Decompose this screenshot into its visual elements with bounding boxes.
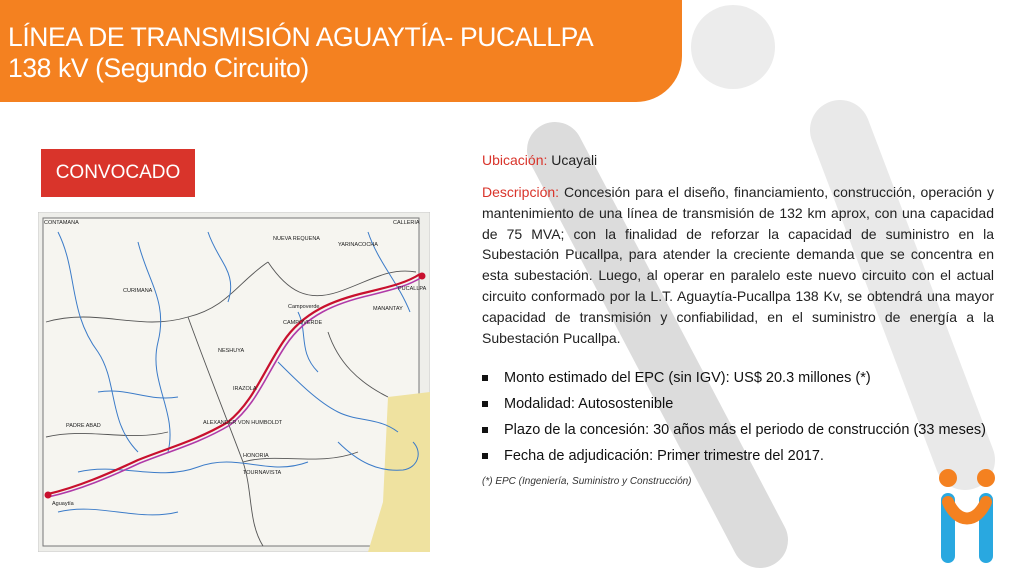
- project-details: [482, 150, 994, 487]
- location-line: [482, 150, 994, 170]
- status-badge: CONVOCADO: [41, 149, 195, 197]
- map-label-neshuya: NESHUYA: [218, 348, 245, 354]
- deco-circle: [691, 5, 775, 89]
- bullet-text-plazo: Plazo de la concesión: 30 años más el periodo de construcción (33 meses): [504, 422, 986, 439]
- logo-dot-left: [939, 469, 957, 487]
- map-label-tournavista: TOURNAVISTA: [243, 470, 282, 476]
- brand-logo-icon: [934, 468, 1000, 564]
- square-bullet-icon: [482, 401, 488, 407]
- logo-dot-right: [977, 469, 995, 487]
- page-title: [8, 22, 593, 84]
- description-paragraph: [482, 182, 994, 348]
- list-item: [482, 394, 994, 414]
- map-label-irazola: IRAZOLA: [233, 386, 257, 392]
- location-label: Ubicación:: [482, 152, 548, 168]
- square-bullet-icon: [482, 453, 488, 459]
- map-label-calleria: CALLERIA: [393, 220, 420, 226]
- map-label-contamana: CONTAMANA: [44, 220, 79, 226]
- map-label-yarinacocha: YARINACOCHA: [338, 242, 378, 248]
- square-bullet-icon: [482, 375, 488, 381]
- square-bullet-icon: [482, 427, 488, 433]
- bullet-text-modalidad: Modalidad: Autosostenible: [504, 396, 674, 413]
- bullet-text-epc: Monto estimado del EPC (sin IGV): US$ 20.3 millones (*): [504, 370, 871, 387]
- map-label-pucallpa: PUCALLPA: [398, 286, 427, 292]
- map-label-padre-abad: PADRE ABAD: [66, 423, 101, 429]
- map-label-honoria: HONORIA: [243, 453, 269, 459]
- location-value: Ucayali: [547, 152, 598, 168]
- page-title-line1: LÍNEA DE TRANSMISIÓN AGUAYTÍA- PUCALLPA: [8, 22, 594, 52]
- key-facts-list: [482, 368, 994, 466]
- map-label-campoverde: CAMPOVERDE: [283, 320, 323, 326]
- list-item: [482, 420, 994, 440]
- list-item: [482, 368, 994, 388]
- map-label-curimana: CURIMANA: [123, 288, 153, 294]
- map-area: [43, 218, 419, 546]
- map-label-manantay: MANANTAY: [373, 306, 403, 312]
- description-label: Descripción:: [482, 184, 560, 200]
- route-map: [38, 212, 430, 552]
- page-title-line2: 138 kV (Segundo Circuito): [8, 53, 309, 83]
- map-label-alexander-von-humboldt: ALEXANDER VON HUMBOLDT: [203, 420, 283, 426]
- logo-arc: [948, 502, 986, 519]
- bullet-text-fecha: Fecha de adjudicación: Primer trimestre del 2017.: [504, 448, 824, 465]
- footnote: (*) EPC (Ingeniería, Suministro y Construcción): [482, 476, 692, 488]
- aguaytia-substation-marker: [45, 492, 52, 499]
- map-label-nueva-requena: NUEVA REQUENA: [273, 236, 320, 242]
- pucallpa-substation-marker: [419, 273, 426, 280]
- map-label-campoverde-town: Campoverde: [288, 304, 320, 310]
- description-text: Concesión para el diseño, financiamiento, construcción, operación y mantenimiento de una línea de transmisión de 132 km aprox, con una capacidad de 75 MVA; con la finalidad de reforzar la capacidad de suministro en la Subestación Pucallpa, para atender la creciente demanda que se concentra en esta subestación. Luego, al operar en paralelo este nuevo circuito con el actual circuito conformado por la L.T. Aguaytía-Pucallpa 138 Kv, se obtendrá una mayor capacidad de transmisión y confiabilidad, en el suministro de energía a la Subestación Pucallpa.: [482, 184, 994, 346]
- map-label-aguaytia: Aguaytía: [52, 501, 74, 507]
- list-item: [482, 446, 994, 466]
- title-banner: [0, 0, 682, 102]
